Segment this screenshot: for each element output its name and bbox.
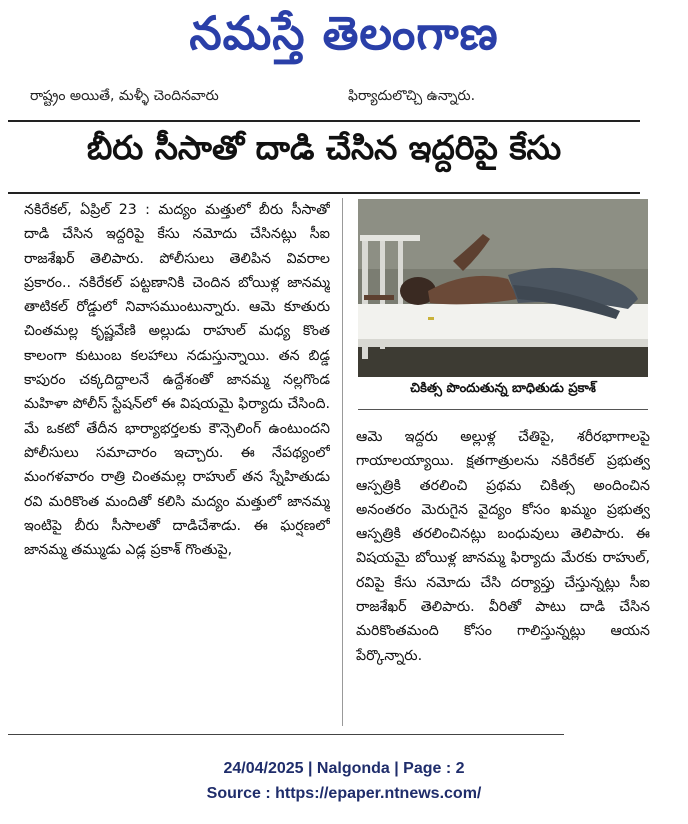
photo-caption: చికిత్స పొందుతున్న బాధితుడు ప్రకాశ్ [410, 381, 596, 396]
caption-rule [358, 409, 648, 410]
headline-bottom-rule [8, 192, 640, 194]
injured-man-on-hospital-bed-image [358, 199, 648, 377]
column-divider [342, 198, 343, 726]
article-headline: బీరు సీసాతో దాడి చేసిన ఇద్దరిపై కేసు [86, 128, 562, 167]
article-body-right-column: ఆమె ఇద్దరు అల్లుళ్ల చేతిపై, శరీరభాగాలపై గాయాలయ్యాయి. క్షతగాత్రులను నకిరేకల్ ప్రభుత్వ ఆస్పత్రికి తరలించి ప్రథమ చికిత్స అందించిన అనంతరం మెరుగైన వైద్యం కోసం ఖమ్మం ప్రభుత్వ ఆస్పత్రికి తరలించినట్లు బంధువులు తెలిపారు. ఈ విషయమై బోయిళ్ల జానమ్మ ఫిర్యాదు మేరకు రాహుల్, రవిపై కేసు నమోదు చేసి దర్యాప్తు చేస్తున్నట్లు సీఐ రాజశేఖర్ తెలిపారు. వీరితో పాటు దాడి చేసిన మరికొంతమంది కోసం గాలిస్తున్నట్లు ఆయన పేర్కొన్నారు. [356, 429, 650, 664]
article-bottom-rule [8, 734, 564, 735]
previous-article-left-text: రాష్ట్రం అయితే, మళ్ళీ చెందినవారు [30, 88, 219, 104]
masthead-title: నమస్తే తెలంగాణ [189, 6, 499, 60]
article-body-left-column: నకిరేకల్, ఏప్రిల్ 23 : మద్యం మత్తులో బీరు సీసాతో దాడి చేసిన ఇద్దరిపై కేసు నమోదు చేసినట్లు సీఐ రాజశేఖర్ తెలిపారు. పోలీసులు తెలిపిన వివరాల ప్రకారం.. నకిరేకల్ పట్టణానికి చెందిన బోయిళ్ల జానమ్మ తాటికల్ రోడ్డులో నివాసముంటున్నారు. ఆమె కూతురు చింతమల్ల కృష్ణవేణి అల్లుడు రాహుల్ మధ్య కొంత కాలంగా కుటుంబ కలహాలు నడుస్తున్నాయి. తన బిడ్డ కాపురం చక్కదిద్దాలనే ఉద్దేశంతో జానమ్మ నల్లగొండ మహిళా పోలీస్ స్టేషన్‌లో ఈ విషయమై ఫిర్యాదు చేసింది. మే ఒకటో తేదీన భార్యాభర్తలకు కౌన్సెలింగ్ ఉంటుందని పోలీసులు సమాచారం ఇచ్చారు. ఈ నేపథ్యంలో మంగళవారం రాత్రి చింతమల్ల రాహుల్ తన స్నేహితుడు రవి మరికొంత మందితో కలిసి మద్యం మత్తులో జానమ్మ ఇంటిపై బీరు సీసాలతో దాడిచేశాడు. ఈ ఘర్షణలో జానమ్మ తమ్ముడు ఎడ్ల ప్రకాశ్ గొంతుపై, [24, 202, 330, 559]
newspaper-masthead [0, 0, 688, 78]
previous-article-right-text: ఫిర్యాదులొచ్చి ఉన్నారు. [348, 88, 476, 104]
edition-info: 24/04/2025 | Nalgonda | Page : 2 [223, 760, 465, 777]
previous-article-fragment [0, 88, 688, 114]
article-photo [358, 199, 648, 377]
source-link[interactable]: Source : https://epaper.ntnews.com/ [206, 785, 482, 802]
headline-top-rule [8, 120, 640, 122]
